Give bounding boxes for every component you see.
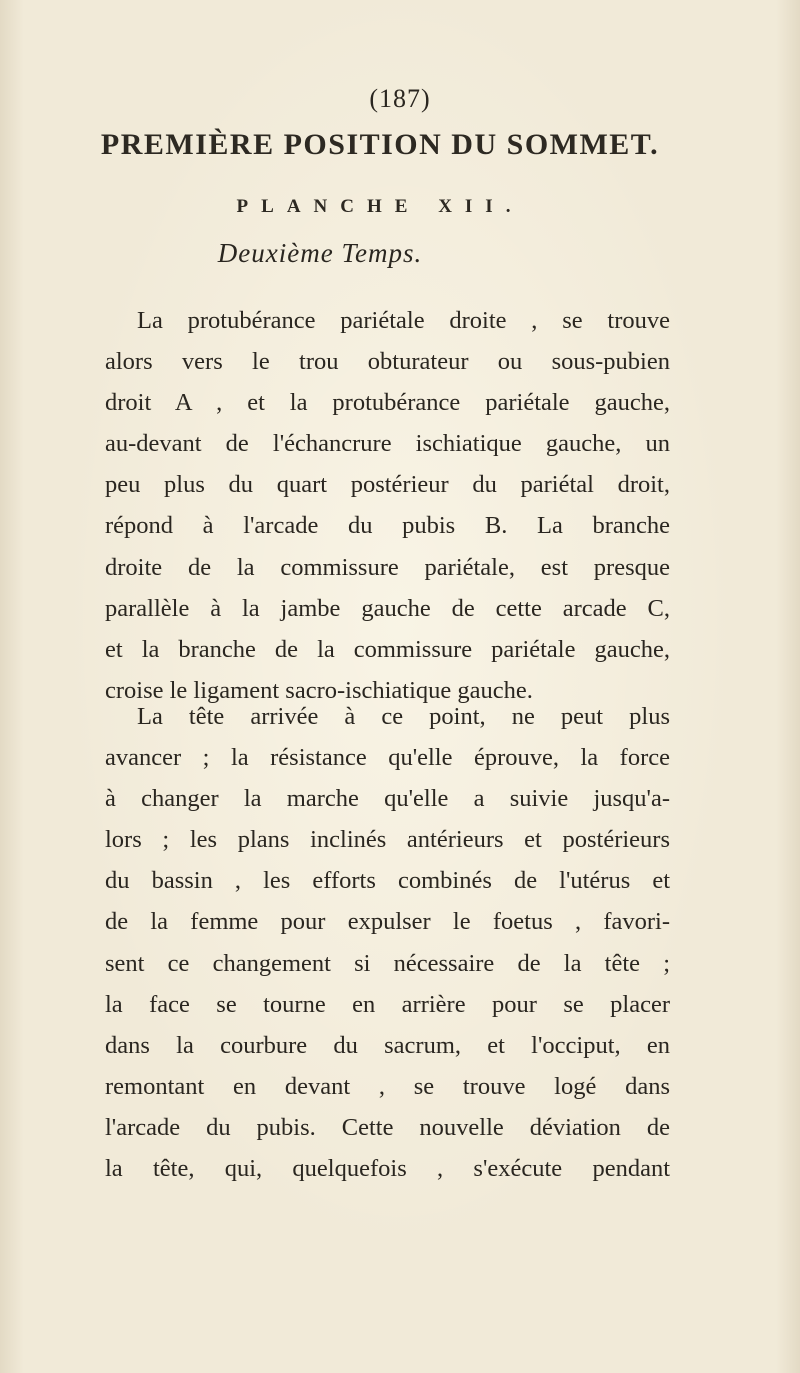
text-line: sent ce changement si nécessaire de la tête ;: [105, 949, 670, 977]
text-line: droite de la commissure pariétale, est presque: [105, 553, 670, 581]
text-line: de la femme pour expulser le foetus , favori-: [105, 908, 670, 936]
text-line: droit A , et la protubérance pariétale gauche,: [105, 389, 670, 417]
paragraph-1: [105, 300, 670, 711]
text-line: l'arcade du pubis. Cette nouvelle déviation de: [105, 1113, 670, 1141]
text-line: La protubérance pariétale droite , se trouve: [137, 307, 670, 334]
text-line: remontant en devant , se trouve logé dans: [105, 1072, 670, 1100]
text-line: avancer ; la résistance qu'elle éprouve, la force: [105, 744, 670, 772]
plate-title: PLANCHE XII.: [236, 196, 524, 217]
text-line: La tête arrivée à ce point, ne peut plus: [137, 703, 670, 730]
text-line: lors ; les plans inclinés antérieurs et postérieurs: [105, 826, 670, 854]
text-line: parallèle à la jambe gauche de cette arcade C,: [105, 594, 670, 622]
text-line: dans la courbure du sacrum, et l'occiput, en: [105, 1031, 670, 1059]
text-line: peu plus du quart postérieur du pariétal droit,: [105, 471, 670, 499]
page-number: (187): [369, 84, 431, 113]
text-line: répond à l'arcade du pubis B. La branche: [105, 512, 670, 540]
section-subtitle: Deuxième Temps.: [217, 238, 423, 268]
text-line: alors vers le trou obturateur ou sous-pubien: [105, 348, 670, 376]
page-title: PREMIÈRE POSITION DU SOMMET.: [100, 128, 660, 161]
text-line: du bassin , les efforts combinés de l'utérus et: [105, 867, 670, 895]
text-line: la face se tourne en arrière pour se placer: [105, 990, 670, 1018]
paragraph-2: [105, 696, 670, 1189]
text-line: à changer la marche qu'elle a suivie jusqu'a-: [105, 785, 670, 813]
text-line: et la branche de la commissure pariétale gauche,: [105, 635, 670, 663]
text-line: croise le ligament sacro-ischiatique gauche.: [105, 676, 533, 704]
text-line: au-devant de l'échancrure ischiatique gauche, un: [105, 430, 670, 458]
text-line: la tête, qui, quelquefois , s'exécute pendant: [105, 1155, 670, 1183]
